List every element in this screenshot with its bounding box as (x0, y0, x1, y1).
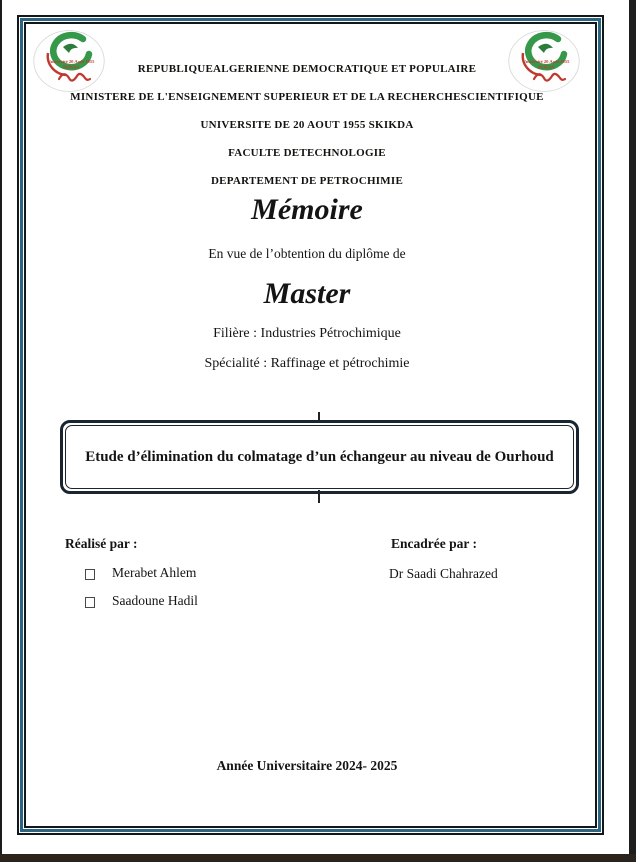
academic-year: Année Universitaire 2024- 2025 (216, 758, 398, 773)
title-box-bottom-tick (318, 490, 320, 503)
supervisor-name: Dr Saadi Chahrazed (389, 566, 498, 581)
republic-line: REPUBLIQUEALGERIENNE DEMOCRATIQUE ET POPULAIRE (137, 63, 477, 75)
document-type-title: Mémoire (251, 193, 363, 226)
viewer-right-band (629, 0, 636, 862)
page-left-edge-line (0, 0, 2, 862)
institution-header (27, 62, 587, 202)
thesis-title-box (60, 420, 579, 494)
encadree-par-label: Encadrée par : (391, 536, 477, 551)
university-line: UNIVERSITE DE 20 AOUT 1955 SKIKDA (200, 119, 414, 131)
realise-par-label: Réalisé par : (65, 536, 138, 551)
degree-name: Master (263, 277, 351, 310)
specialite-line: Spécialité : Raffinage et pétrochimie (204, 356, 410, 371)
logo-university-name: Université 20 Août 1955 (47, 59, 95, 64)
ministry-line: MINISTERE DE L'ENSEIGNEMENT SUPERIEUR ET DE LA RECHERCHESCIENTIFIQUE (70, 91, 544, 103)
student-item (85, 565, 196, 581)
purpose-line: En vue de l’obtention du diplôme de (208, 246, 406, 261)
filiere-line: Filière : Industries Pétrochimique (213, 326, 401, 341)
viewer-bottom-band (0, 854, 636, 862)
student-name: Saadoune Hadil (112, 593, 198, 608)
student-item (85, 593, 198, 609)
logo-university-name: Université 20 Août 1955 (522, 59, 570, 64)
square-bullet-icon (85, 569, 95, 580)
faculty-line: FACULTE DETECHNOLOGIE (228, 147, 386, 159)
student-name: Merabet Ahlem (112, 565, 197, 580)
logo-city-name: SKIKDA (62, 64, 80, 70)
thesis-title: Etude d’élimination du colmatage d’un échangeur au niveau de Ourhoud (85, 448, 554, 465)
square-bullet-icon (85, 597, 95, 608)
department-line: DEPARTEMENT DE PETROCHIMIE (210, 175, 404, 187)
logo-city-name: SKIKDA (537, 64, 555, 70)
